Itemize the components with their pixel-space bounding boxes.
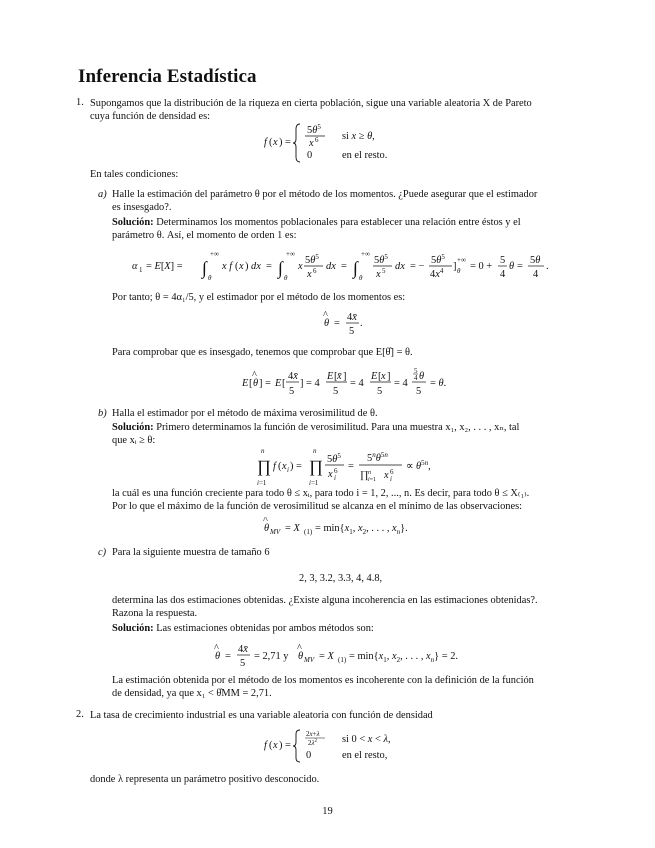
part-a-question-line-2: es insesgado?. xyxy=(112,202,172,213)
svg-text:x: x xyxy=(309,138,314,149)
svg-text:2x+λ: 2x+λ xyxy=(306,730,320,738)
svg-text:(1): (1) xyxy=(338,656,347,664)
svg-text:[: [ xyxy=(378,371,382,382)
svg-text:5: 5 xyxy=(349,326,355,337)
svg-text:E: E xyxy=(242,378,249,389)
svg-text:∫: ∫ xyxy=(202,258,207,278)
svg-text:6: 6 xyxy=(390,468,394,476)
svg-text:+∞: +∞ xyxy=(457,256,466,264)
svg-text:x f: x f xyxy=(222,261,233,272)
svg-text:f: f xyxy=(264,137,267,148)
svg-text:0: 0 xyxy=(307,150,313,161)
svg-text:= θ.: = θ. xyxy=(430,378,447,389)
svg-text:θ: θ xyxy=(215,651,221,662)
svg-text:4: 4 xyxy=(533,269,539,280)
svg-text:dx: dx xyxy=(395,261,405,272)
svg-text:∫: ∫ xyxy=(278,258,283,278)
problem-1-number: 1. xyxy=(76,97,84,108)
svg-text:[: [ xyxy=(334,371,338,382)
svg-text:x: x xyxy=(298,261,303,272)
estimates-equation xyxy=(212,640,482,670)
svg-text:): ) xyxy=(245,261,249,272)
problem-2-outro: donde λ representa un parámetro positivo desconocido. xyxy=(90,774,320,785)
svg-text:∏: ∏ xyxy=(257,457,271,476)
solution-label: Solución: xyxy=(112,623,154,634)
solution-label: Solución: xyxy=(112,217,154,228)
svg-text:[: [ xyxy=(282,378,286,389)
part-a-solution-line-2: parámetro θ. Así, el momento de orden 1 es: xyxy=(112,230,297,241)
svg-text:si x ≥ θ,: si x ≥ θ, xyxy=(342,131,375,142)
svg-text:si 0 < x < λ,: si 0 < x < λ, xyxy=(342,734,391,745)
svg-text:θ: θ xyxy=(298,651,304,662)
svg-text:θ: θ xyxy=(264,523,270,534)
svg-text:i: i xyxy=(390,475,392,483)
part-c-label: c) xyxy=(98,547,107,558)
part-c-question-line-3: Razona la respuesta. xyxy=(112,608,198,619)
svg-text:) =: ) = xyxy=(279,740,291,751)
conditions-text: En tales condiciones: xyxy=(90,169,179,180)
part-b-text-line-2: Por lo que el máximo de la función de verosimilitud se alcanza en el mínimo de las observaciones: xyxy=(112,501,523,512)
svg-text:.: . xyxy=(546,261,549,272)
svg-text:= min{x1, x2, . . . , xn}.: = $\min\{x_1$, $x_2$, . . . , $x_n$}. xyxy=(315,523,408,536)
part-b-label: b) xyxy=(98,408,107,419)
svg-text:^: ^ xyxy=(263,517,268,526)
svg-text:= E[X] =: = E[X] = xyxy=(146,261,183,272)
svg-text:4: 4 xyxy=(500,269,506,280)
svg-text:= 4: = 4 xyxy=(350,378,364,389)
svg-text:dx: dx xyxy=(251,261,261,272)
part-a-label: a) xyxy=(98,189,107,200)
svg-text:6: 6 xyxy=(315,136,319,144)
svg-text:=: = xyxy=(341,261,347,272)
svg-text:.: . xyxy=(360,318,363,329)
svg-text:] = 4: ] = 4 xyxy=(300,378,320,389)
svg-text:= X: = X xyxy=(319,651,334,662)
svg-text:MV: MV xyxy=(270,528,281,536)
svg-text:n: n xyxy=(313,447,317,455)
svg-text:i=1: i=1 xyxy=(257,479,267,487)
svg-text:θ: θ xyxy=(509,261,515,272)
svg-text:4: 4 xyxy=(414,374,418,382)
svg-text:= X: = X xyxy=(285,523,300,534)
svg-text:∝ θ5n,: ∝ $\theta^{5n}$, xyxy=(406,459,431,472)
svg-text:=: = xyxy=(517,261,523,272)
therefore-text: Por tanto; θ = 4α₁/5, y el estimador por el método de los momentos es: xyxy=(112,292,406,303)
svg-text:+∞: +∞ xyxy=(286,250,295,258)
svg-text:en el resto.: en el resto. xyxy=(342,150,388,161)
svg-text:MV: MV xyxy=(304,656,315,664)
part-c-question: Para la siguiente muestra de tamaño 6 xyxy=(112,547,270,558)
solution-label: Solución: xyxy=(112,422,154,433)
svg-text:x: x xyxy=(239,261,244,272)
section-title: Inferencia Estadística xyxy=(78,66,257,87)
solution-text: Las estimaciones obtenidas por ambos métodos son: xyxy=(156,623,374,634)
svg-text:4x̄: 4x̄ xyxy=(347,312,357,323)
conclusion-line-2: de densidad, ya que x₁ < θ̂MM = 2,71. xyxy=(112,688,272,699)
problem-1-intro-line-1: Supongamos que la distribución de la riqueza en cierta población, sigue una variable aleatoria X de Pareto xyxy=(90,98,532,109)
svg-text:θ: θ xyxy=(457,267,461,275)
svg-text:i: i xyxy=(334,474,336,482)
unbiased-text: Para comprobar que es insesgado, tenemos que comprobar que E[θ̂] = θ. xyxy=(112,347,413,358)
svg-text:5nθ5n: $5^n\theta^{5n}$ xyxy=(367,451,388,464)
svg-text:5: 5 xyxy=(500,255,506,266)
svg-text:] =: ] = xyxy=(259,378,271,389)
likelihood-equation xyxy=(255,444,435,488)
unbiased-equation xyxy=(240,364,450,400)
svg-text:5: 5 xyxy=(289,386,295,397)
svg-text:θ: θ xyxy=(359,274,363,282)
svg-text:(: ( xyxy=(269,740,273,751)
svg-text:dx: dx xyxy=(326,261,336,272)
part-a-solution-line-1 xyxy=(112,216,521,229)
svg-text:= 2,71 y: = 2,71 y xyxy=(254,651,289,662)
svg-text:^: ^ xyxy=(297,643,302,654)
svg-text:6: 6 xyxy=(313,267,317,275)
svg-text:0: 0 xyxy=(306,750,312,761)
svg-text:=: = xyxy=(266,261,272,272)
svg-text:i=1: i=1 xyxy=(368,477,377,483)
part-b-question: Halla el estimador por el método de máxima verosimilitud de θ. xyxy=(112,408,378,419)
svg-text:θ: θ xyxy=(324,318,330,329)
svg-text:=: = xyxy=(334,318,340,329)
part-c-solution-line xyxy=(112,622,374,635)
svg-text:∏: ∏ xyxy=(360,470,369,481)
svg-text:θ: θ xyxy=(419,371,425,382)
sample-values: 2, 3, 3.2, 3.3, 4, 4.8, xyxy=(299,573,383,584)
svg-text:6: 6 xyxy=(334,467,338,475)
svg-text:) =: ) = xyxy=(279,137,291,148)
part-b-solution-line-2: que xᵢ ≥ θ: xyxy=(112,435,156,446)
svg-text:]: ] xyxy=(387,371,391,382)
svg-text:x: x xyxy=(282,461,287,472)
svg-text:θ: θ xyxy=(208,274,212,282)
svg-text:5θ5: $5\theta^5$ xyxy=(374,253,388,266)
svg-text:]: ] xyxy=(343,371,347,382)
svg-text:^: ^ xyxy=(252,370,257,381)
svg-text:i: i xyxy=(287,466,289,474)
svg-text:E: E xyxy=(327,371,334,382)
svg-text:f: f xyxy=(273,461,276,472)
svg-text:^: ^ xyxy=(214,643,219,654)
svg-text:= 4: = 4 xyxy=(394,378,408,389)
svg-text:) =: ) = xyxy=(290,461,302,472)
svg-text:= min{x1, x2, . . . , xn} = 2.: = $\min\{x_1$, $x_2$, . . . , $x_n\} = 2$. xyxy=(349,651,459,664)
svg-text:∫: ∫ xyxy=(353,258,358,278)
svg-text:i=1: i=1 xyxy=(309,479,319,487)
svg-text:= 0 +: = 0 + xyxy=(470,261,493,272)
problem-1-intro-line-2: cuya función de densidad es: xyxy=(90,111,211,122)
svg-text:(: ( xyxy=(269,137,273,148)
svg-text:(: ( xyxy=(235,261,239,272)
svg-text:E: E xyxy=(275,378,282,389)
conclusion-line-1: La estimación obtenida por el método de los momentos es incoherente con la definición de la función xyxy=(112,675,534,686)
svg-text:5: 5 xyxy=(416,386,422,397)
svg-text:θ: θ xyxy=(284,274,288,282)
svg-text:5: 5 xyxy=(382,267,386,275)
part-a-question-line-1: Halle la estimación del parámetro θ por el método de los momentos. ¿Puede asegurar que el estimador xyxy=(112,189,538,200)
svg-text:4x̄: 4x̄ xyxy=(288,371,298,382)
svg-text:x: x xyxy=(384,470,389,481)
svg-text:4x4: $4x^4$ xyxy=(430,267,444,280)
svg-text:n: n xyxy=(368,470,371,476)
svg-text:x: x xyxy=(273,137,278,148)
svg-text:5θ5: $5\theta^5$ xyxy=(307,123,321,136)
svg-text:2λ2: $2\lambda^2$ xyxy=(308,739,318,747)
svg-text:5: 5 xyxy=(240,658,246,669)
problem-2-density-equation xyxy=(262,727,412,765)
svg-text:en el resto,: en el resto, xyxy=(342,750,388,761)
problem-2-intro: La tasa de crecimiento industrial es una variable aleatoria con función de densidad xyxy=(90,710,433,721)
svg-text:θ: θ xyxy=(253,378,259,389)
svg-text:x: x xyxy=(273,740,278,751)
svg-text:x: x xyxy=(376,269,381,280)
svg-text:= −: = − xyxy=(410,261,425,272)
svg-text:x: x xyxy=(328,469,333,480)
svg-text:(: ( xyxy=(278,461,282,472)
svg-text:n: n xyxy=(261,447,265,455)
svg-text:^: ^ xyxy=(323,310,328,321)
svg-text:5: 5 xyxy=(414,367,418,375)
svg-text:=: = xyxy=(348,461,354,472)
problem-2-number: 2. xyxy=(76,709,84,720)
part-b-solution-line-1 xyxy=(112,421,519,434)
part-b-text-line-1: la cuál es una función creciente para todo θ ≤ xᵢ, para todo i = 1, 2, ..., n. Es decir, para todo θ ≤ X₍₁₎. xyxy=(112,488,530,499)
svg-text:5θ5: $5\theta^5$ xyxy=(305,253,319,266)
page-number: 19 xyxy=(322,806,333,817)
problem-1-density-equation xyxy=(262,120,412,166)
svg-text:4x̄: 4x̄ xyxy=(238,644,248,655)
solution-text: Primero determinamos la función de verosimilitud. Para una muestra x₁, x₂, . . . , xₙ, tal xyxy=(156,422,520,433)
svg-text:5θ5: $5\theta^5$ xyxy=(431,253,445,266)
svg-text:[: [ xyxy=(249,378,253,389)
svg-text:5: 5 xyxy=(333,386,339,397)
svg-text:=: = xyxy=(225,651,231,662)
mle-equation xyxy=(262,517,432,537)
svg-text:5θ5: $5\theta^5$ xyxy=(327,452,341,465)
svg-text:]: ] xyxy=(453,261,457,272)
svg-text:+∞: +∞ xyxy=(210,250,219,258)
svg-text:∏: ∏ xyxy=(309,457,323,476)
part-c-question-line-2: determina las dos estimaciones obtenidas. ¿Existe alguna incoherencia en las estimaciones obtenidas?. xyxy=(112,595,538,606)
svg-text:α: α xyxy=(132,261,138,272)
solution-text: Determinamos los momentos poblacionales para establecer una relación entre éstos y el xyxy=(156,217,521,228)
moment-equation xyxy=(130,246,560,284)
svg-text:+∞: +∞ xyxy=(361,250,370,258)
svg-text:E: E xyxy=(371,371,378,382)
svg-text:x: x xyxy=(307,269,312,280)
moments-estimator-equation xyxy=(320,308,370,338)
svg-text:5: 5 xyxy=(377,386,383,397)
svg-text:x̄: x̄ xyxy=(337,371,342,382)
svg-text:x: x xyxy=(381,371,386,382)
svg-text:5θ: 5θ xyxy=(530,255,541,266)
svg-text:1: 1 xyxy=(139,266,143,274)
svg-text:f: f xyxy=(264,740,267,751)
svg-text:(1): (1) xyxy=(304,528,313,536)
